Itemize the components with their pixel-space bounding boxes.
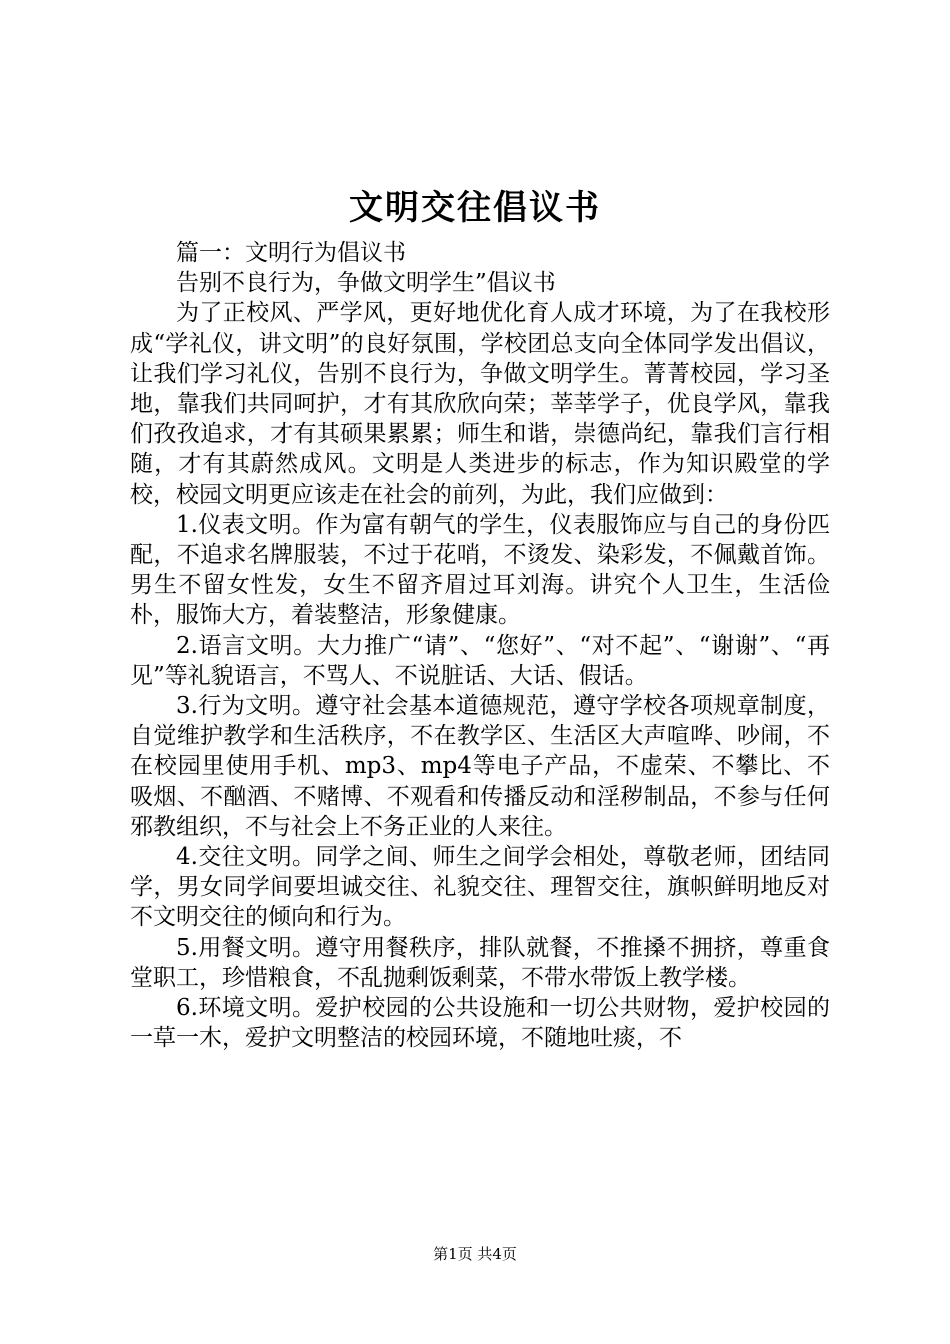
paragraph-item-4: 4.交往文明。同学之间、师生之间学会相处，尊敬老师，团结同学，男女同学间要坦诚交往、礼貌交往、理智交往，旗帜鲜明地反对不文明交往的倾向和行为。 [130,844,830,931]
page-footer: 第1页 共4页 [433,1245,517,1263]
document-body [130,238,830,1053]
paragraph-item-6: 6.环境文明。爱护校园的公共设施和一切公共财物，爱护校园的一草一木，爱护文明整洁的校园环境，不随地吐痰，不 [130,995,830,1052]
paragraph-item-3: 3.行为文明。遵守社会基本道德规范，遵守学校各项规章制度，自觉维护教学和生活秩序，不在教学区、生活区大声喧哗、吵闹，不在校园里使用手机、mp3、mp4等电子产品，不虚荣、不攀比、不吸烟、不酗酒、不赌博、不观看和传播反动和淫秽制品，不参与任何邪教组织，不与社会上不务正业的人来往。 [130,693,830,840]
paragraph-intro: 为了正校风、严学风，更好地优化育人成才环境，为了在我校形成“学礼仪，讲文明”的良好氛围，学校团总支向全体同学发出倡议，让我们学习礼仪，告别不良行为，争做文明学生。菁菁校园，学习圣地，靠我们共同呵护，才有其欣欣向荣；莘莘学子，优良学风，靠我们孜孜追求，才有其硕果累累；师生和谐，崇德尚纪，靠我们言行相随，才有其蔚然成风。文明是人类进步的标志，作为知识殿堂的学校，校园文明更应该走在社会的前列，为此，我们应做到： [130,300,830,508]
paragraph-item-5: 5.用餐文明。遵守用餐秩序，排队就餐，不推搡不拥挤，尊重食堂职工，珍惜粮食，不乱抛剩饭剩菜，不带水带饭上教学楼。 [130,934,830,991]
document-title: 文明交往倡议书 [349,188,601,228]
paragraph-subtitle: 告别不良行为，争做文明学生”倡议书 [176,270,556,297]
paragraph-item-2: 2.语言文明。大力推广“请”、“您好”、“对不起”、“谢谢”、“再见”等礼貌语言，不骂人、不说脏话、大话、假话。 [130,632,830,689]
paragraph-item-1: 1.仪表文明。作为富有朝气的学生，仪表服饰应与自己的身份匹配，不追求名牌服装，不过于花哨，不烫发、染彩发，不佩戴首饰。男生不留女性发，女生不留齐眉过耳刘海。讲究个人卫生，生活俭朴，服饰大方，着装整洁，形象健康。 [130,511,830,629]
paragraph-section-heading: 篇一：文明行为倡议书 [176,240,406,266]
